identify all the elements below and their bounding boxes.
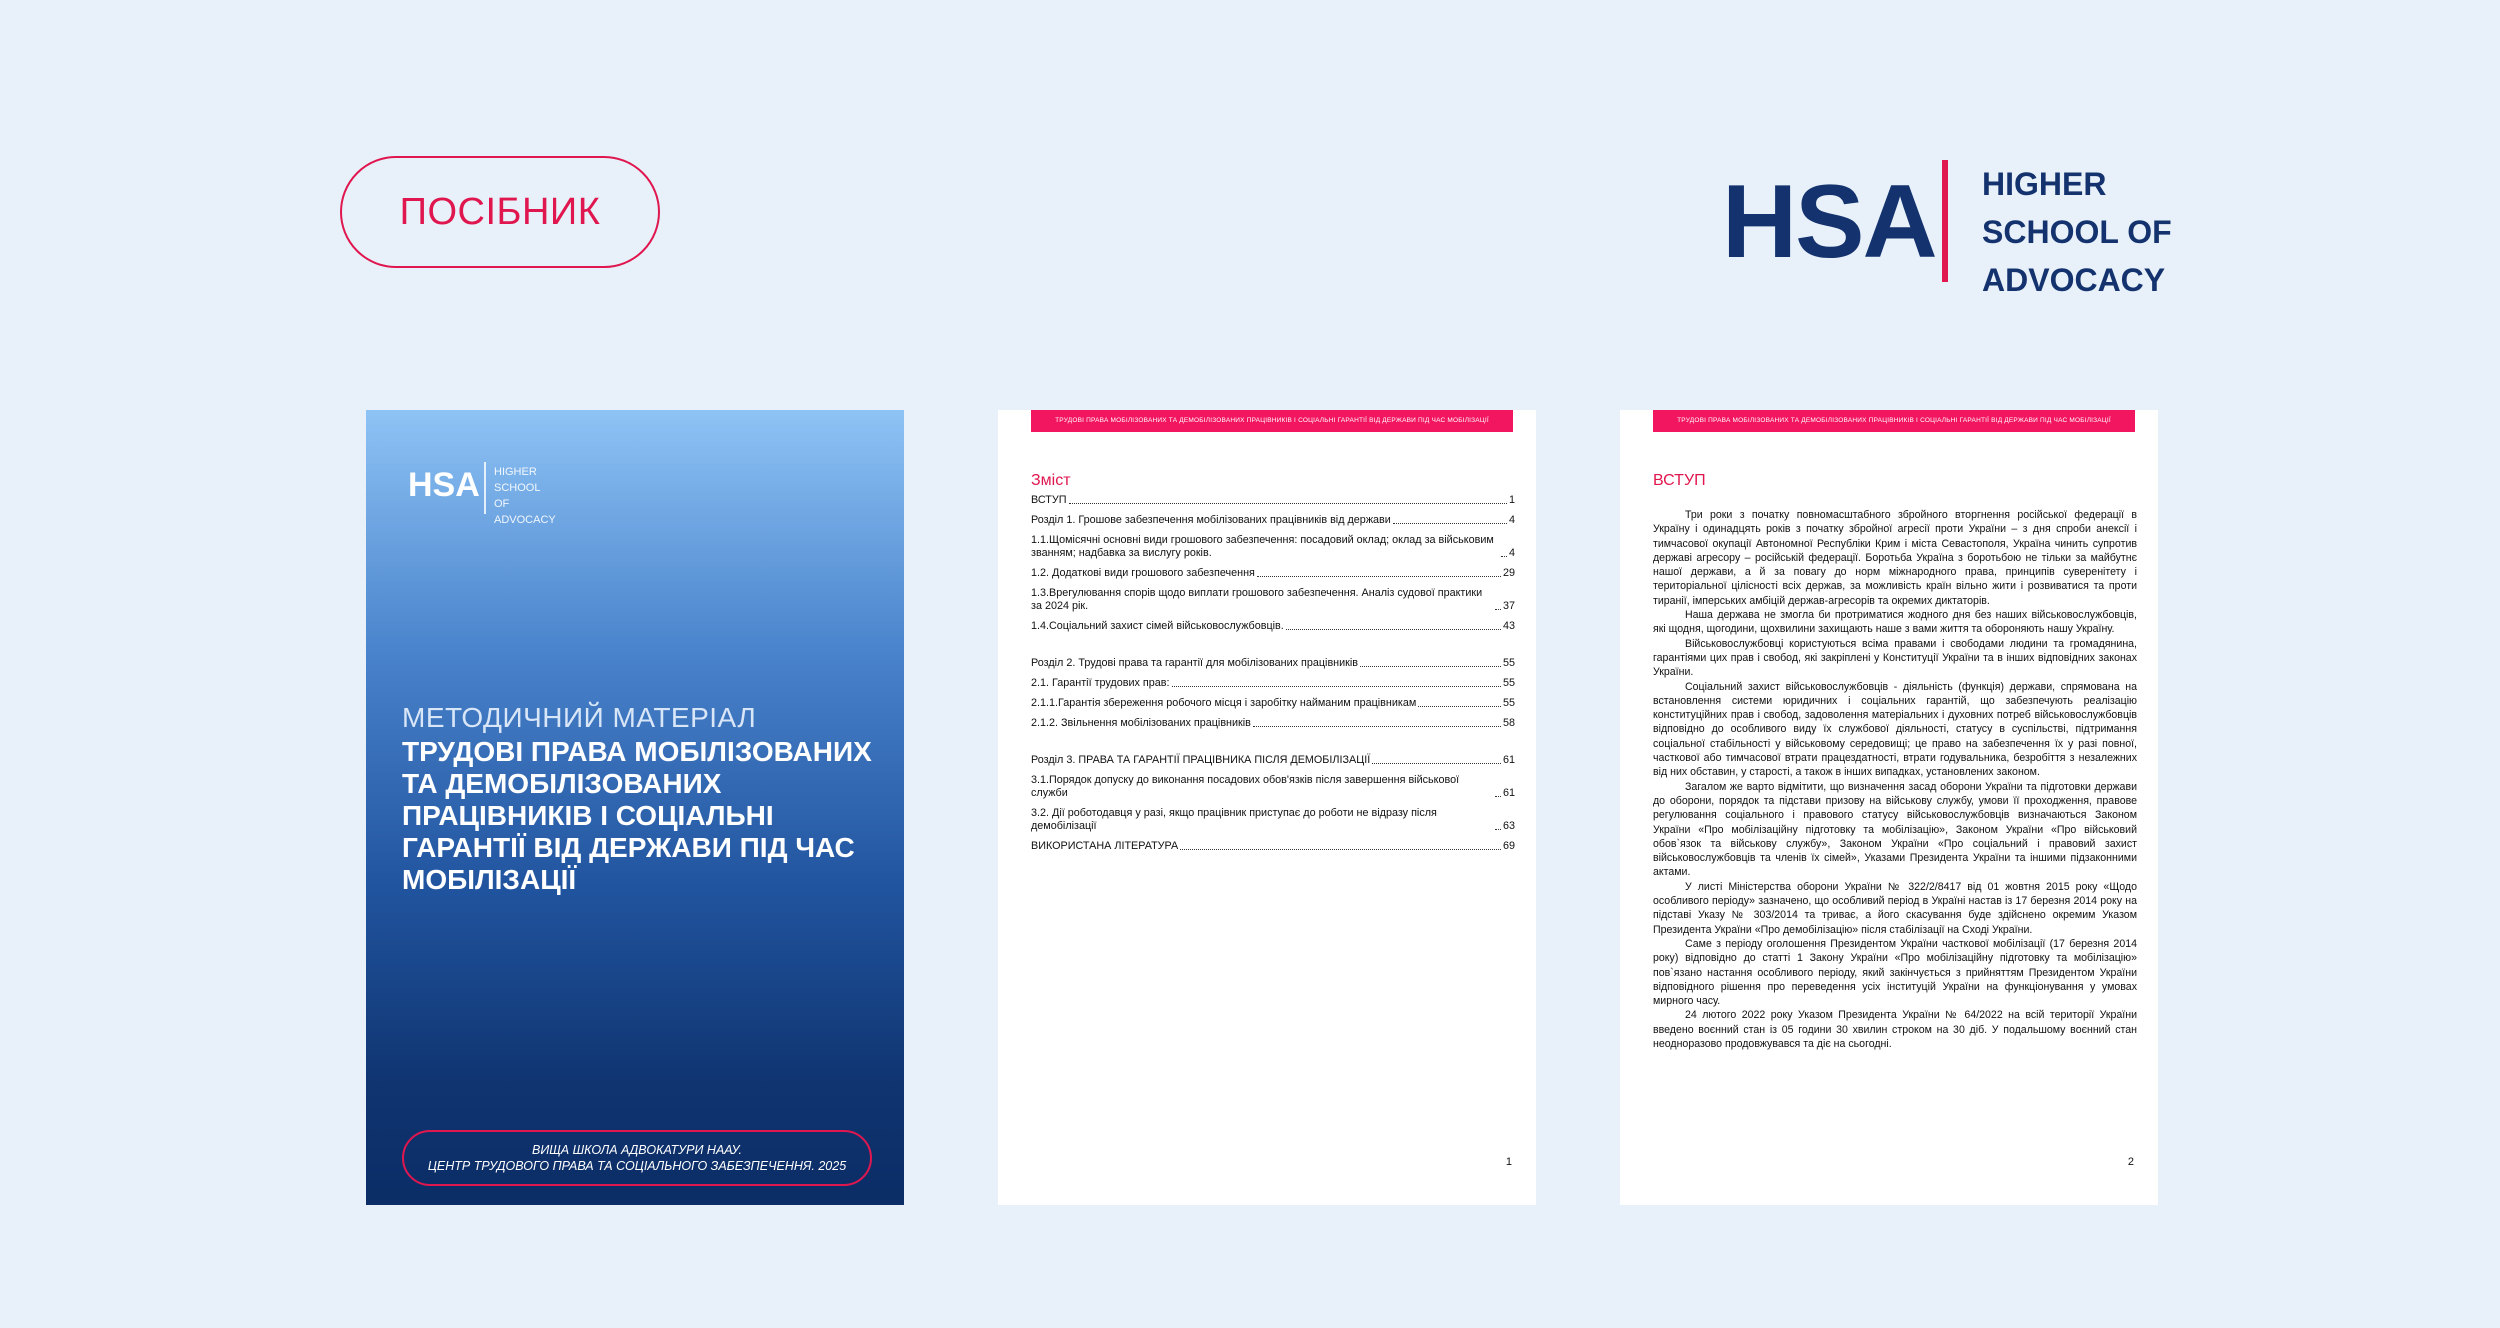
toc-leader-dots: [1360, 666, 1501, 667]
intro-body: [1653, 508, 2137, 1051]
cover-logo-line-1: HIGHER: [494, 466, 537, 478]
toc-item-page: 1: [1508, 494, 1515, 506]
toc-item-title: Розділ 2. Трудові права та гарантії для мобілізованих працівників: [1031, 657, 1359, 669]
toc-item-page: 43: [1502, 620, 1515, 632]
toc-item: [1031, 807, 1515, 833]
brand-name: [1982, 160, 2172, 304]
cover-page: [366, 410, 904, 1205]
toc-leader-dots: [1495, 796, 1501, 797]
toc-leader-dots: [1286, 629, 1501, 630]
toc-item-title: 1.3.Врегулювання спорів щодо виплати грошового забезпечення. Аналіз судової практики за 2024 рік.: [1031, 587, 1483, 612]
toc-item: [1031, 567, 1515, 580]
toc-item-page: 55: [1502, 657, 1515, 669]
toc-item: [1031, 587, 1515, 613]
brand-mark: HSA: [1722, 164, 1936, 280]
brand-line-2: SCHOOL OF: [1982, 214, 2172, 250]
toc-item: [1031, 657, 1515, 670]
intro-heading: ВСТУП: [1653, 472, 1706, 489]
intro-paragraph: Наша держава не змогла би протриматися жодного дня без наших військовослужбовців, які щодня, щогодини, щохвилини захищають наше з вами життя та обороняють нашу Україну.: [1653, 609, 2137, 636]
intro-paragraph: Військовослужбовці користуються всіма правами і свободами людини та громадянина, гарантіями цих прав і свобод, які закріплені у Конституції України та в інших відповідних законах України.: [1653, 637, 2137, 679]
cover-footer-line-2: ЦЕНТР ТРУДОВОГО ПРАВА ТА СОЦІАЛЬНОГО ЗАБЕЗПЕЧЕННЯ. 2025: [427, 1159, 847, 1173]
cover-logo-divider: [484, 462, 486, 514]
toc-leader-dots: [1180, 849, 1501, 850]
guide-tag: ПОСІБНИК: [340, 156, 660, 268]
toc-item-page: 63: [1502, 820, 1515, 832]
toc-item-title: 2.1.1.Гарантія збереження робочого місця і заробітку найманим працівникам: [1031, 697, 1417, 709]
cover-logo-line-2: SCHOOL OF: [494, 482, 541, 510]
toc-page: [998, 410, 1536, 1205]
page-header: ТРУДОВІ ПРАВА МОБІЛІЗОВАНИХ ТА ДЕМОБІЛІЗОВАНИХ ПРАЦІВНИКІВ І СОЦІАЛЬНІ ГАРАНТІЇ ВІД ДЕРЖАВИ ПІД ЧАС МОБІЛІЗАЦІЇ: [1653, 410, 2135, 432]
cover-footer-line-1: ВИЩА ШКОЛА АДВОКАТУРИ НААУ.: [531, 1143, 743, 1157]
toc-heading: Зміст: [1031, 472, 1071, 489]
cover-logo-line-3: ADVOCACY: [494, 514, 556, 526]
intro-paragraph: Загалом же варто відмітити, що визначення засад оборони України та підготовки держави до оборони, порядок та підстави призову на військову службу, умови її проходження, правове регулювання соціального і правового статусу військовослужбовців визначаються Законом України «Про мобілізаційну підготовку та мобілізацію», Законом України «Про військовий обов`язок та військову службу», Законом України «Про соціальний і правовий захист військовослужбовців та членів їх сімей», Указами Президента України та іншими підзаконними актами.: [1653, 780, 2137, 879]
toc-item-title: 2.1.2. Звільнення мобілізованих працівників: [1031, 717, 1251, 729]
intro-paragraph: 24 лютого 2022 року Указом Президента України № 64/2022 на всій території України введено воєнний стан із 05 години 30 хвилин строком на 30 діб. У подальшому воєнний стан неодноразово продовжувався та діє на сьогодні.: [1653, 1009, 2137, 1050]
toc-item-page: 37: [1502, 600, 1515, 612]
toc-item-title: 2.1. Гарантії трудових прав:: [1031, 677, 1170, 689]
toc-leader-dots: [1372, 763, 1501, 764]
cover-footer: [402, 1130, 872, 1186]
page-number: 1: [1505, 1156, 1512, 1168]
toc-item-page: 61: [1502, 754, 1515, 766]
toc-item-title: Розділ 3. ПРАВА ТА ГАРАНТІЇ ПРАЦІВНИКА ПІСЛЯ ДЕМОБІЛІЗАЦІЇ: [1031, 754, 1371, 766]
toc-item-title: Розділ 1. Грошове забезпечення мобілізованих працівників від держави: [1031, 514, 1391, 526]
toc-item-title: 1.2. Додаткові види грошового забезпечення: [1031, 567, 1255, 579]
toc-item-page: 55: [1502, 677, 1515, 689]
toc-item-page: 58: [1502, 717, 1515, 729]
intro-paragraph: Три роки з початку повномасштабного збройного вторгнення російської федерації в Україну і одинадцять років з початку збройної агресії проти України – з дня спроби анексії і тимчасової окупації Автономної Республіки Крим і міста Севастополя, Україна чинить супротив державі агресору – російській федерації. Боротьба Україна з боротьбою не тільки за майбутнє нашої держави, а й за повагу до норм міжнародного права, принципів суверенітету і територіальної цілісності всіх держав, за можливість країн вільно жити і розвиватися та проти тиранії, імперських амбіцій держав-агресорів та окремих диктаторів.: [1653, 509, 2137, 607]
intro-page: [1620, 410, 2158, 1205]
toc-item: [1031, 754, 1515, 767]
toc-item-title: 3.2. Дії роботодавця у разі, якщо працівник приступає до роботи не відразу після демобілізації: [1031, 807, 1437, 832]
page-header: ТРУДОВІ ПРАВА МОБІЛІЗОВАНИХ ТА ДЕМОБІЛІЗОВАНИХ ПРАЦІВНИКІВ І СОЦІАЛЬНІ ГАРАНТІЇ ВІД ДЕРЖАВИ ПІД ЧАС МОБІЛІЗАЦІЇ: [1031, 410, 1513, 432]
toc-item: [1031, 514, 1515, 527]
toc-leader-dots: [1257, 576, 1501, 577]
toc-leader-dots: [1495, 829, 1501, 830]
toc-leader-dots: [1172, 686, 1501, 687]
cover-title: ТРУДОВІ ПРАВА МОБІЛІЗОВАНИХ ТА ДЕМОБІЛІЗОВАНИХ ПРАЦІВНИКІВ І СОЦІАЛЬНІ ГАРАНТІЇ ВІД ДЕРЖАВИ ПІД ЧАС МОБІЛІЗАЦІЇ: [402, 736, 872, 895]
toc-item-title: 1.1.Щомісячні основні види грошового забезпечення: посадовий оклад; оклад за військовим званням; надбавка за вислугу років.: [1031, 534, 1494, 559]
toc-item-page: 4: [1508, 547, 1515, 559]
toc-item: [1031, 774, 1515, 800]
toc-item-page: 55: [1502, 697, 1515, 709]
brand-line-3: ADVOCACY: [1982, 262, 2166, 298]
toc-item: [1031, 534, 1515, 560]
toc-item-page: 29: [1502, 567, 1515, 579]
toc-leader-dots: [1495, 609, 1501, 610]
toc-leader-dots: [1501, 556, 1507, 557]
intro-paragraph: Соціальний захист військовослужбовців - діяльність (функція) держави, спрямована на встановлення системи юридичних і соціальних гарантій, що забезпечують реалізацію конституційних прав і свобод, задоволення матеріальних і духовних потреб військовослужбовців відповідно до особливого виду їх службової діяльності, статусу в суспільстві, підтримання соціальної стабільності у військовому середовищі; це право на забезпечення їх у разі повної, часткової або тимчасової втрати працездатності, втрати годувальника, безробіття з незалежних від них обставин, у старості, а також в інших випадках, установлених законом.: [1653, 680, 2137, 779]
toc-item-title: ВСТУП: [1031, 494, 1067, 506]
toc-item-title: ВИКОРИСТАНА ЛІТЕРАТУРА: [1031, 840, 1179, 852]
brand-line-1: HIGHER: [1982, 166, 2107, 202]
toc-leader-dots: [1418, 706, 1501, 707]
toc-list: [1031, 494, 1515, 860]
toc-item-title: 3.1.Порядок допуску до виконання посадових обов'язків після завершення військової служби: [1031, 774, 1460, 799]
cover-logo-name: [494, 464, 556, 528]
intro-paragraph: У листі Міністерства оборони України № 322/2/8417 від 01 жовтня 2015 року «Щодо особливого періоду» зазначено, що особливий період в Україні настав із 17 березня 2014 року на підставі Указу № 303/2014 та триває, а його скасування буде здійснено окремим Указом Президента України «Про демобілізацію» після стабілізації на Сході України.: [1653, 880, 2137, 936]
toc-item: [1031, 717, 1515, 730]
cover-logo-mark: HSA: [408, 466, 480, 504]
toc-item-page: 69: [1502, 840, 1515, 852]
toc-item-page: 61: [1502, 787, 1515, 799]
toc-item: [1031, 494, 1515, 507]
toc-item: [1031, 697, 1515, 710]
page-number: 2: [2127, 1156, 2134, 1168]
toc-item: [1031, 620, 1515, 633]
intro-paragraph: Саме з періоду оголошення Президентом України часткової мобілізації (17 березня 2014 року) відповідно до статті 1 Закону України «Про мобілізаційну підготовку та мобілізацію» пов`язано настання особливого періоду, який закінчується з прийняттям Президентом України відповідного рішення про переведення усіх інституцій України на функціонування у умовах мирного часу.: [1653, 937, 2137, 1008]
brand-divider: [1942, 160, 1948, 282]
toc-item-page: 4: [1508, 514, 1515, 526]
toc-item-title: 1.4.Соціальний захист сімей військовослужбовців.: [1031, 620, 1284, 632]
toc-leader-dots: [1253, 726, 1501, 727]
toc-leader-dots: [1393, 523, 1507, 524]
cover-kicker: МЕТОДИЧНИЙ МАТЕРІАЛ: [402, 702, 757, 733]
toc-item: [1031, 840, 1515, 853]
toc-item: [1031, 677, 1515, 690]
toc-leader-dots: [1069, 503, 1507, 504]
